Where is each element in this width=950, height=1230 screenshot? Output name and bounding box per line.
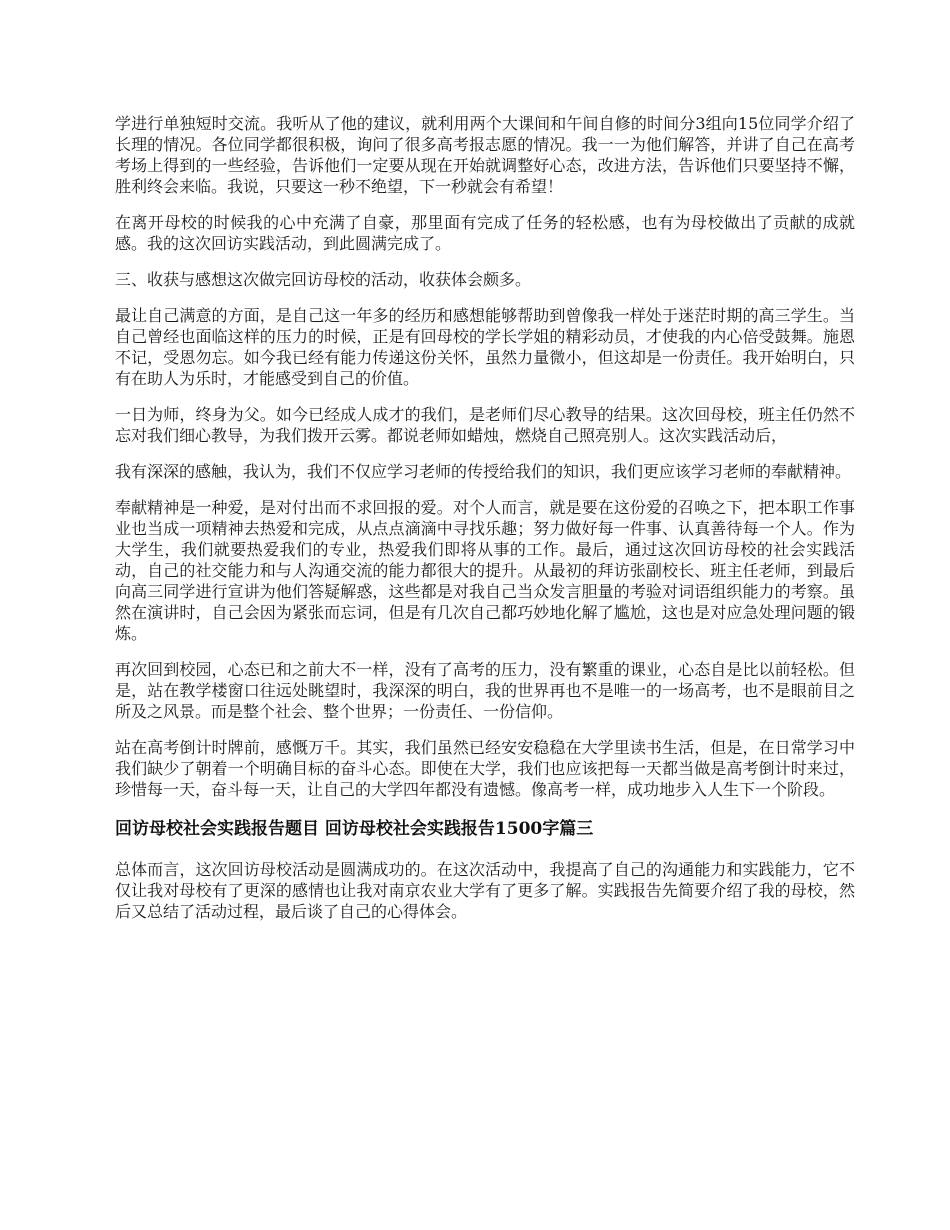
paragraph-7: 奉献精神是一种爱，是对付出而不求回报的爱。对个人而言，就是要在这份爱的召唤之下，把本职工作事业也当成一项精神去热爱和完成，从点点滴滴中寻找乐趣；努力做好每一件事、认真善待每一个人。作为大学生，我们就要热爱我们的专业，热爱我们即将从事的工作。最后，通过这次回访母校的社会实践活动，自己的社交能力和与人沟通交流的能力都很大的提升。从最初的拜访张副校长、班主任老师，到最后向高三同学进行宣讲为他们答疑解惑，这些都是对我自己当众发言胆量的考验对词语组织能力的考察。虽然在演讲时，自己会因为紧张而忘词，但是有几次自己都巧妙地化解了尴尬，这也是对应急处理问题的锻炼。 (115, 498, 855, 643)
paragraph-8: 再次回到校园，心态已和之前大不一样，没有了高考的压力，没有繁重的课业，心态自是比以前轻松。但是，站在教学楼窗口往远处眺望时，我深深的明白，我的世界再也不是唯一的一场高考，也不是眼前目之所及之风景。而是整个社会、整个世界；一份责任、一份信仰。 (115, 660, 855, 721)
paragraph-6: 我有深深的感触，我认为，我们不仅应学习老师的传授给我们的知识，我们更应该学习老师的奉献精神。 (115, 462, 852, 481)
paragraph-2: 在离开母校的时候我的心中充满了自豪，那里面有完成了任务的轻松感，也有为母校做出了贡献的成就感。我的这次回访实践活动，到此圆满完成了。 (115, 213, 855, 253)
paragraph-4: 最让自己满意的方面，是自己这一年多的经历和感想能够帮助到曾像我一样处于迷茫时期的高三学生。当自己曾经也面临这样的压力的时候，正是有回母校的学长学姐的精彩动员，才使我的内心倍受鼓舞。施恩不记，受恩勿忘。如今我已经有能力传递这份关怀，虽然力量微小，但这却是一份责任。我开始明白，只有在助人为乐时，才能感受到自己的价值。 (115, 306, 855, 388)
paragraph-9: 站在高考倒计时牌前，感慨万千。其实，我们虽然已经安安稳稳在大学里读书生活，但是，在日常学习中我们缺少了朝着一个明确目标的奋斗心态。即使在大学，我们也应该把每一天都当做是高考倒计时来过，珍惜每一天，奋斗每一天，让自己的大学四年都没有遗憾。像高考一样，成功地步入人生下一个阶段。 (115, 738, 855, 799)
paragraph-5: 一日为师，终身为父。如今已经成人成才的我们，是老师们尽心教导的结果。这次回母校，班主任仍然不忘对我们细心教导，为我们拨开云雾。都说老师如蜡烛，燃烧自己照亮别人。这次实践活动后， (115, 405, 855, 445)
section-heading: 回访母校社会实践报告题目 回访母校社会实践报告1500字篇三 (115, 819, 594, 839)
document-page (115, 113, 855, 937)
paragraph-10: 总体而言，这次回访母校活动是圆满成功的。在这次活动中，我提高了自己的沟通能力和实践能力，它不仅让我对母校有了更深的感情也让我对南京农业大学有了更多了解。实践报告先简要介绍了我的母校，然后又总结了活动过程，最后谈了自己的心得体会。 (115, 860, 855, 921)
paragraph-3: 三、收获与感想这次做完回访母校的活动，收获体会颇多。 (115, 270, 532, 289)
paragraph-1: 学进行单独短时交流。我听从了他的建议，就利用两个大课间和午间自修的时间分3组向15位同学介绍了长理的情况。各位同学都很积极，询问了很多高考报志愿的情况。我一一为他们解答，并讲了自己在高考考场上得到的一些经验，告诉他们一定要从现在开始就调整好心态，改进方法，告诉他们只要坚持不懈，胜利终会来临。我说，只要这一秒不绝望，下一秒就会有希望！ (115, 114, 855, 196)
